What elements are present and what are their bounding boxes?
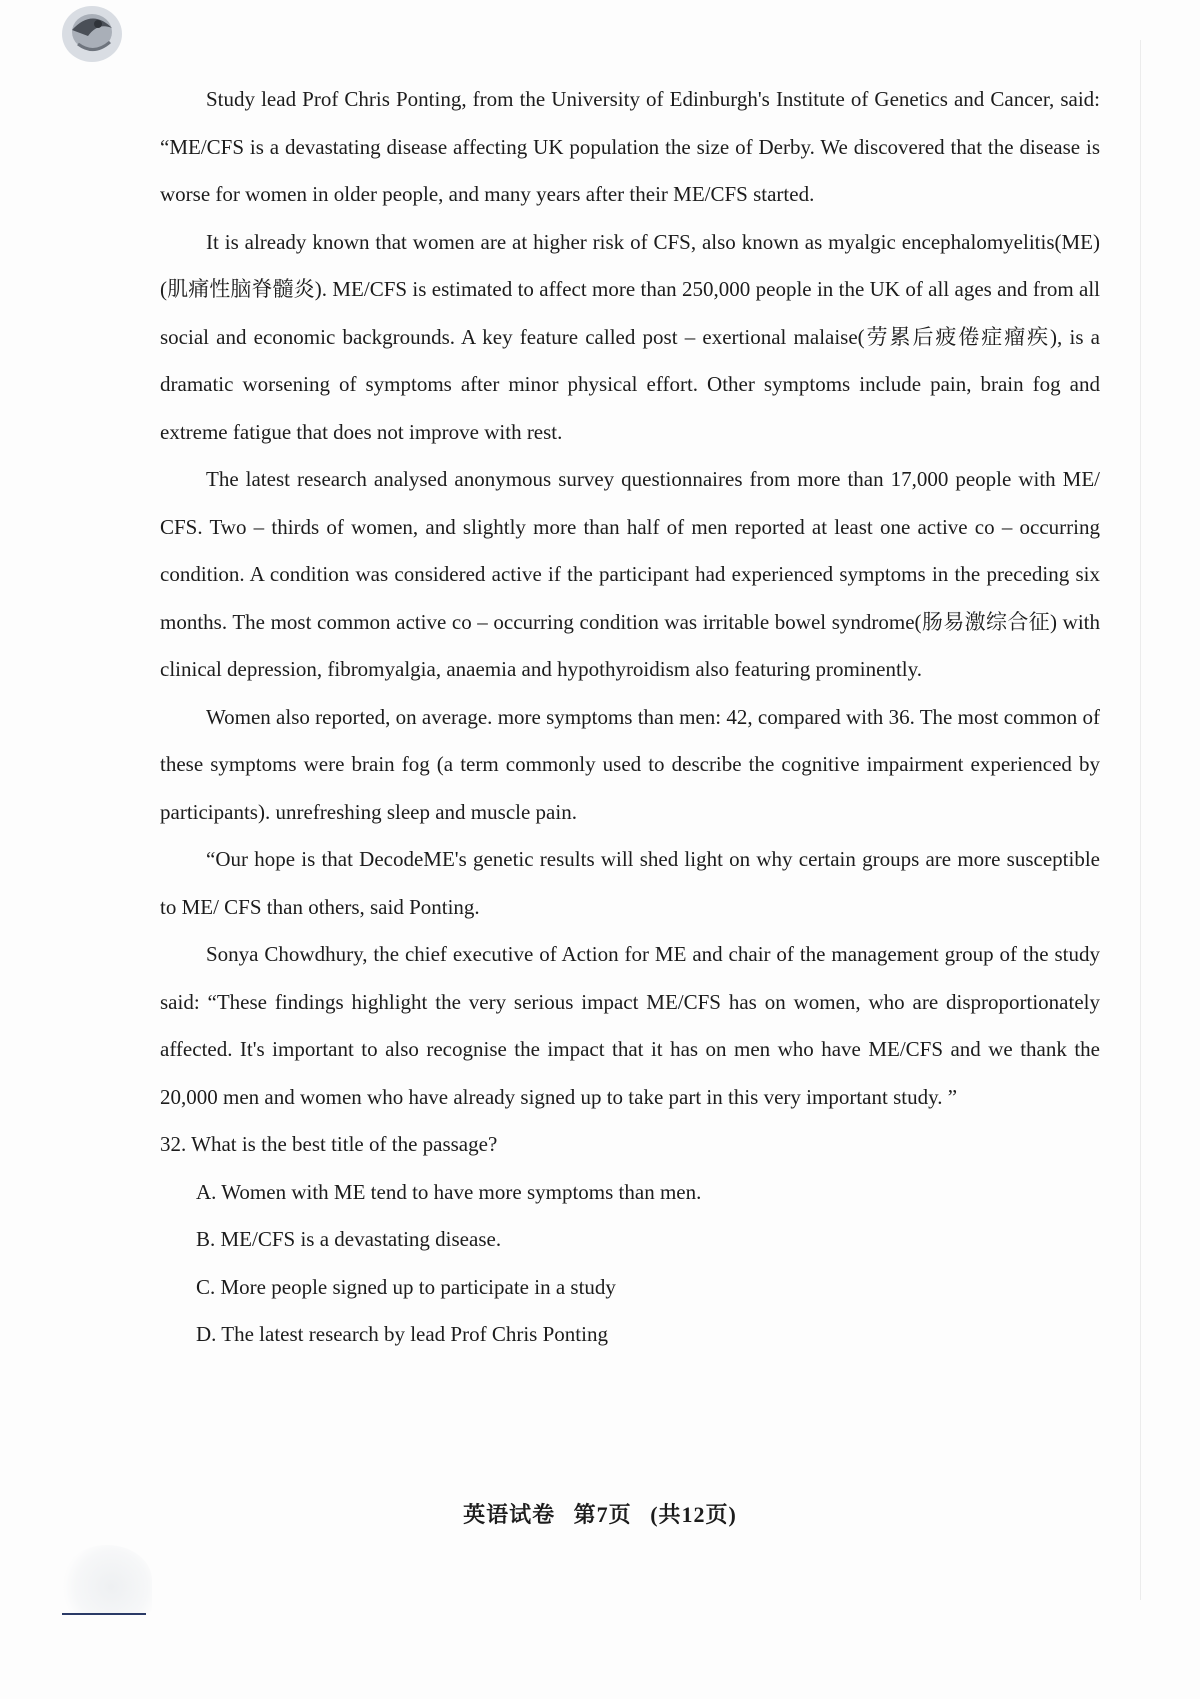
- passage-paragraph: “Our hope is that DecodeME's genetic results will shed light on why certain groups are more susceptible to ME/ CFS than others, said Ponting.: [160, 847, 1100, 919]
- answer-option-a: A. Women with ME tend to have more symptoms than men.: [196, 1179, 702, 1204]
- passage-paragraph: Sonya Chowdhury, the chief executive of Action for ME and chair of the management group of the study said: “These findings highlight the very serious impact ME/CFS has on women, who are disproportionately affected. It's important to also recognise the impact that it has on men who have ME/CFS and we thank the 20,000 men and women who have already signed up to take part in this very important study. ”: [160, 942, 1100, 1109]
- passage-paragraph: It is already known that women are at higher risk of CFS, also known as myalgic encephalomyelitis(ME)(肌痛性脑脊髓炎). ME/CFS is estimated to affect more than 250,000 people in the UK of all ages and from all social and economic backgrounds. A key feature called post – exertional malaise(劳累后疲倦症瘤疾), is a dramatic worsening of symptoms after minor physical effort. Other symptoms include pain, brain fog and extreme fatigue that does not improve with rest.: [160, 229, 1100, 444]
- footer-page-number: 第7页: [573, 1502, 632, 1527]
- passage-content: [160, 76, 1100, 1359]
- passage-paragraph: Women also reported, on average. more symptoms than men: 42, compared with 36. The most common of these symptoms were brain fog (a term commonly used to describe the cognitive impairment experienced by participants). unrefreshing sleep and muscle pain.: [160, 704, 1100, 824]
- footer-subject: 英语试卷: [463, 1502, 556, 1527]
- passage-paragraph: The latest research analysed anonymous survey questionnaires from more than 17,000 people with ME/ CFS. Two – thirds of women, and slightly more than half of men reported at least one active co – occurring condition. A condition was considered active if the participant had experienced symptoms in the preceding six months. The most common active co – occurring condition was irritable bowel syndrome(肠易激综合征) with clinical depression, fibromyalgia, anaemia and hypothyroidism also featuring prominently.: [160, 467, 1100, 681]
- scan-corner-mark-icon: [58, 0, 130, 70]
- answer-option-b: B. ME/CFS is a devastating disease.: [196, 1227, 502, 1251]
- scan-edge-line: [1140, 40, 1141, 1600]
- footer-page-total: (共12页): [650, 1502, 737, 1527]
- scan-edge-rule: [62, 1613, 146, 1615]
- page-footer: [0, 1498, 1200, 1529]
- scan-smudge: [62, 1545, 152, 1615]
- answer-option-c: C. More people signed up to participate in a study: [196, 1274, 616, 1299]
- passage-paragraph: Study lead Prof Chris Ponting, from the University of Edinburgh's Institute of Genetics and Cancer, said: “ME/CFS is a devastating disease affecting UK population the size of Derby. We discovered that the disease is worse for women in older people, and many years after their ME/CFS started.: [160, 87, 1100, 206]
- answer-option-d: D. The latest research by lead Prof Chris Ponting: [196, 1322, 608, 1346]
- question-stem: 32. What is the best title of the passage?: [160, 1132, 498, 1156]
